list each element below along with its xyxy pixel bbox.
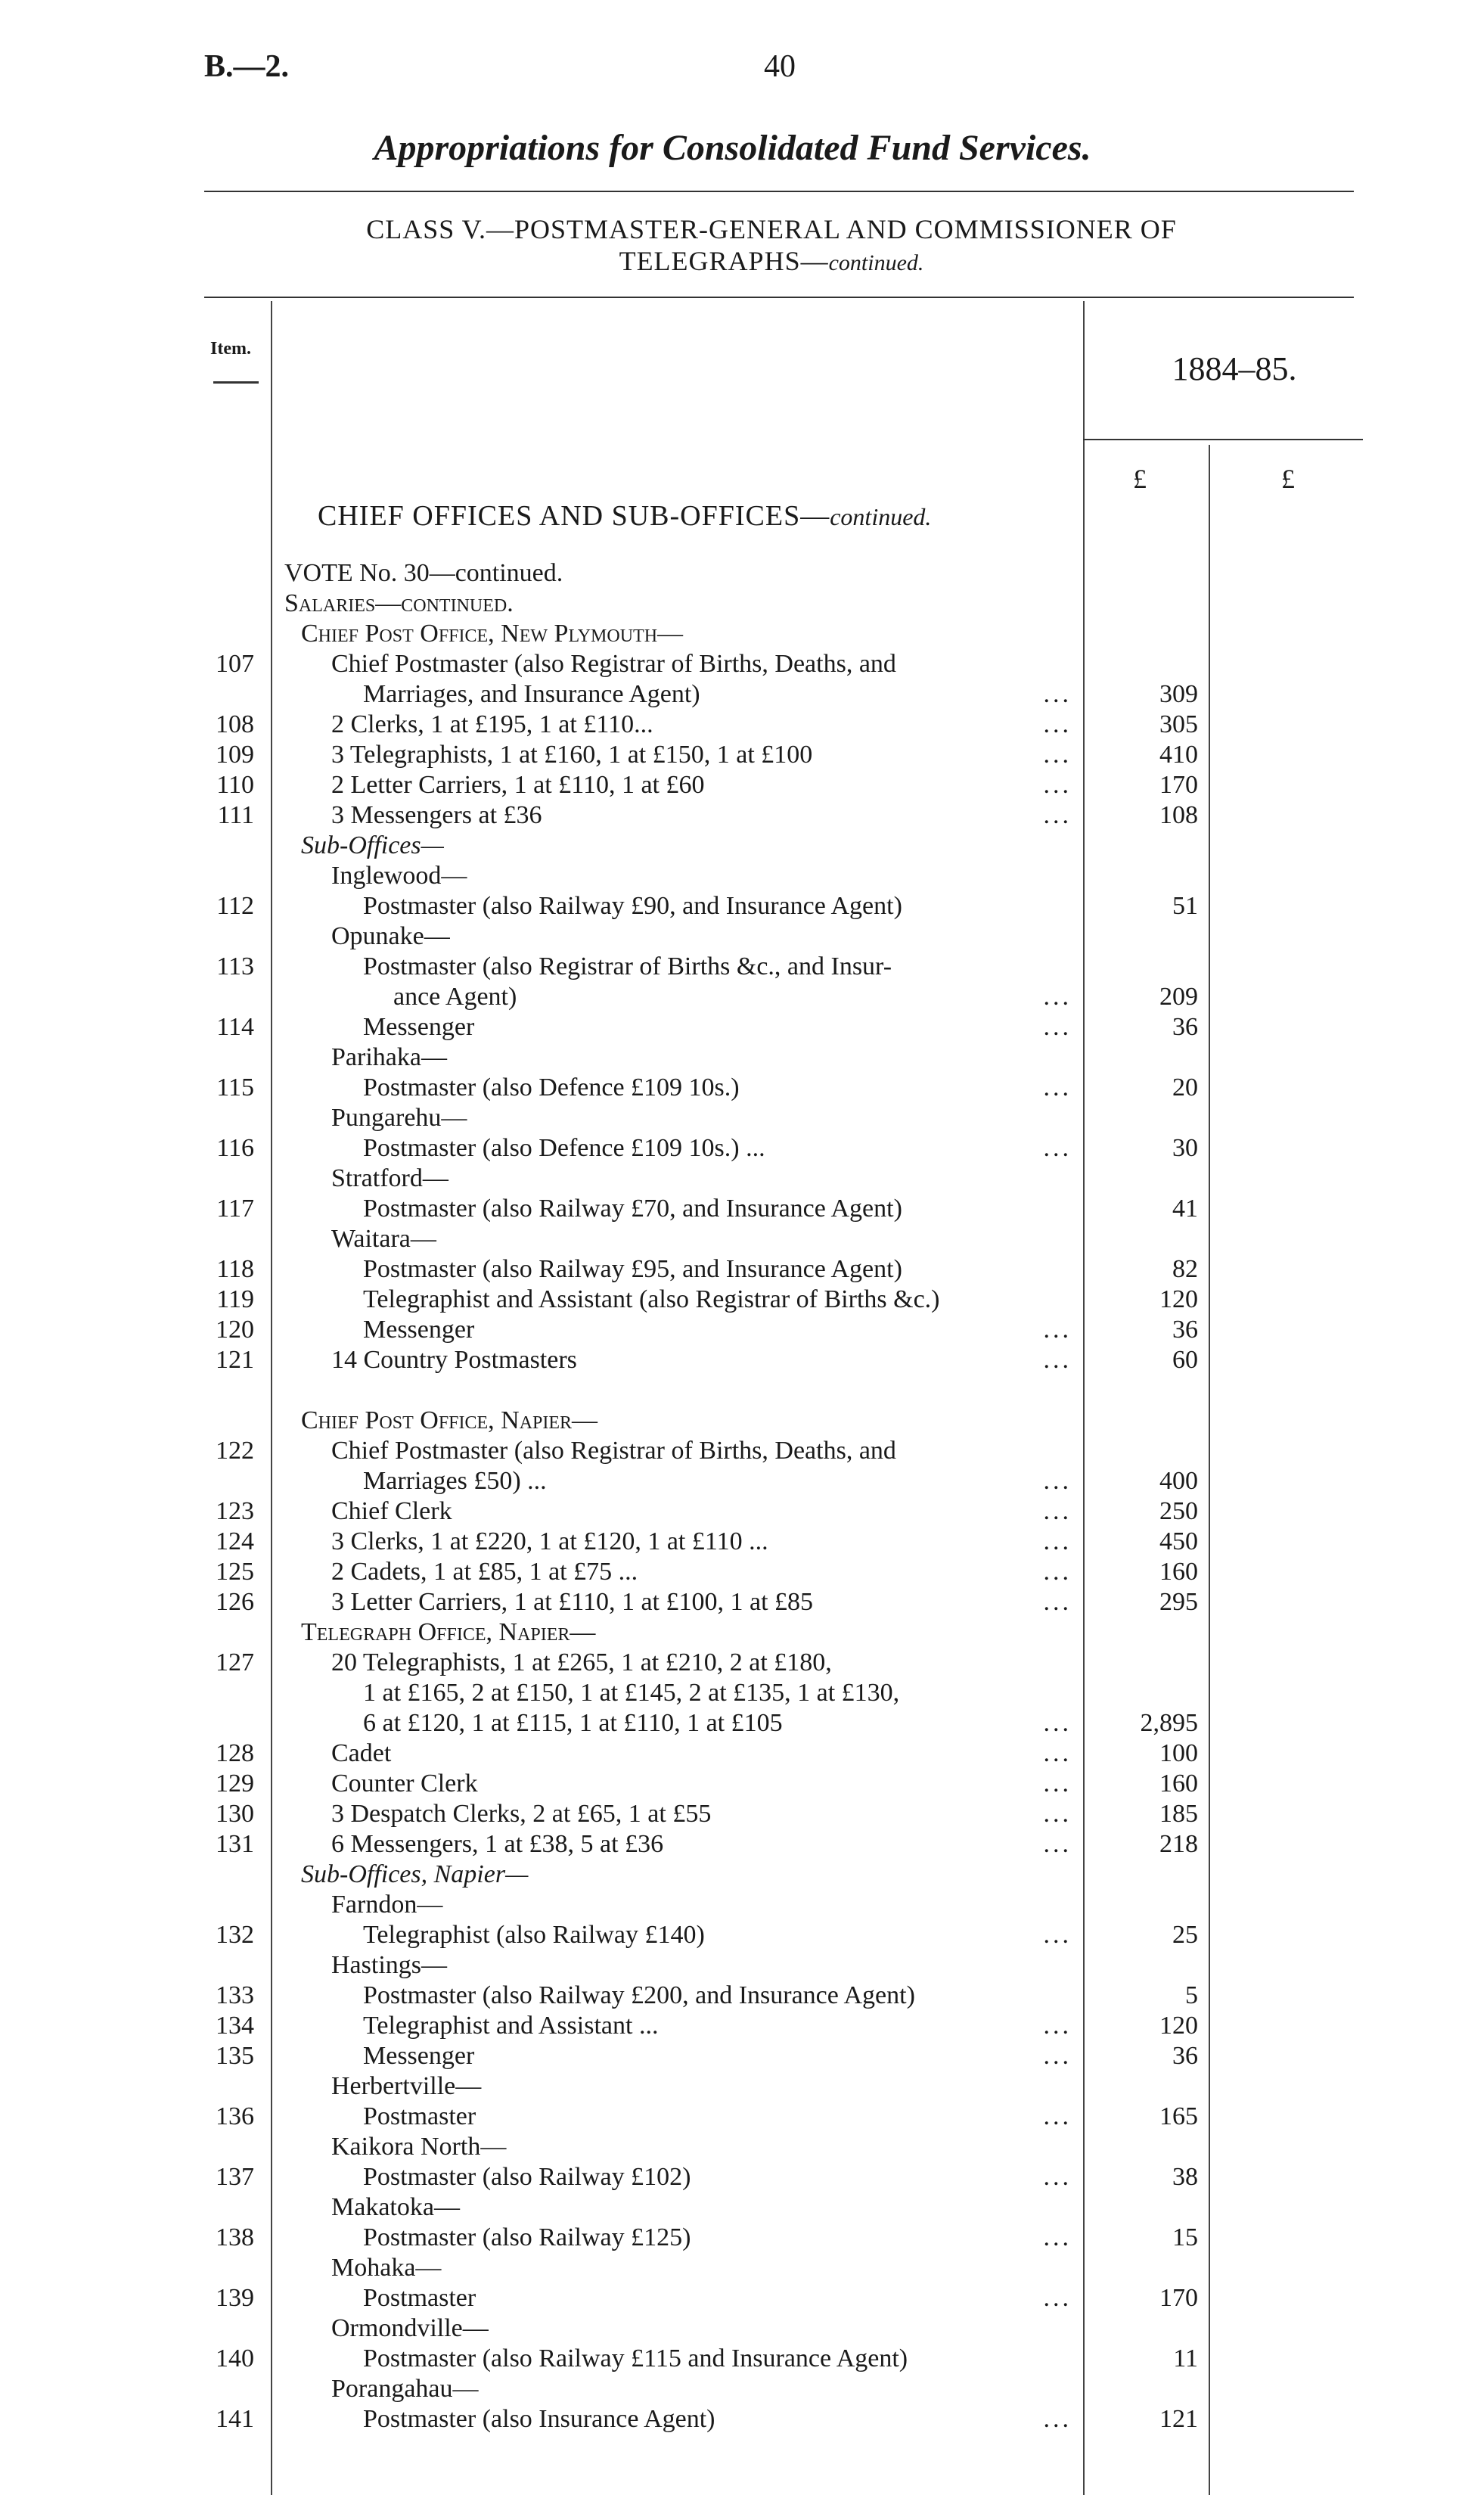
item-description: Postmaster (also Registrar of Births &c., and Insur- <box>363 952 892 980</box>
item-amount: 450 <box>1159 1527 1198 1555</box>
item-amount: 51 <box>1172 892 1198 920</box>
table-row <box>0 1436 1465 1466</box>
leader-dots: ... <box>1043 2102 1072 2130</box>
item-description: Telegraphist and Assistant ... <box>363 2012 659 2040</box>
item-description: 2 Clerks, 1 at £195, 1 at £110... <box>331 710 653 738</box>
item-description: Postmaster (also Railway £70, and Insurance Agent) <box>363 1195 902 1223</box>
table-row <box>0 1769 1465 1799</box>
item-description: 3 Telegraphists, 1 at £160, 1 at £150, 1 at £100 <box>331 741 813 769</box>
item-description: Cadet <box>331 1739 392 1767</box>
item-amount: 170 <box>1159 771 1198 799</box>
item-number: 124 <box>216 1527 254 1555</box>
table-row <box>0 1920 1465 1950</box>
table-row <box>0 649 1465 679</box>
item-description: 14 Country Postmasters <box>331 1346 577 1374</box>
table-row <box>0 1587 1465 1617</box>
item-amount: 295 <box>1159 1588 1198 1616</box>
item-number: 130 <box>216 1800 254 1828</box>
item-description: Kaikora North— <box>331 2133 507 2161</box>
item-number: 114 <box>216 1013 254 1041</box>
item-description: Postmaster <box>363 2284 476 2312</box>
item-number: 123 <box>216 1497 254 1525</box>
table-row <box>0 2223 1465 2253</box>
item-amount: 36 <box>1172 1013 1198 1041</box>
leader-dots: ... <box>1043 1074 1072 1102</box>
item-description: Postmaster (also Railway £200, and Insurance Agent) <box>363 1981 915 2009</box>
leader-dots: ... <box>1043 1013 1072 1041</box>
table-row <box>0 1012 1465 1042</box>
table-row <box>0 1285 1465 1315</box>
item-description: Chief Clerk <box>331 1497 452 1525</box>
leader-dots: ... <box>1043 1739 1072 1767</box>
item-number: 131 <box>216 1830 254 1858</box>
item-amount: 410 <box>1159 741 1198 769</box>
item-amount: 218 <box>1159 1830 1198 1858</box>
table-row <box>0 1890 1465 1920</box>
table-row <box>0 1829 1465 1860</box>
table-row <box>0 1406 1465 1436</box>
item-description: Chief Postmaster (also Registrar of Births, Deaths, and <box>331 1437 896 1465</box>
table-row <box>0 2162 1465 2192</box>
item-number: 116 <box>216 1134 254 1162</box>
table-row <box>0 1739 1465 1769</box>
item-description: 20 Telegraphists, 1 at £265, 1 at £210, 2 at £180, <box>331 1648 832 1676</box>
leader-dots: ... <box>1043 2405 1072 2433</box>
table-row <box>0 1678 1465 1708</box>
table-row <box>0 2041 1465 2071</box>
leader-dots: ... <box>1043 1921 1072 1949</box>
item-description: 3 Messengers at £36 <box>331 801 542 829</box>
leader-dots: ... <box>1043 1770 1072 1798</box>
class-heading-line2: TELEGRAPHS—continued. <box>619 246 924 276</box>
item-amount: 108 <box>1159 801 1198 829</box>
item-amount: 160 <box>1159 1770 1198 1798</box>
leader-dots: ... <box>1043 1588 1072 1616</box>
item-description: Telegraph Office, Napier— <box>301 1618 596 1646</box>
table-row <box>0 2132 1465 2162</box>
item-number: 139 <box>216 2284 254 2312</box>
table-row <box>0 2313 1465 2344</box>
item-amount: 121 <box>1159 2405 1198 2433</box>
table-row <box>0 1224 1465 1254</box>
item-number: 137 <box>216 2163 254 2191</box>
item-description: Mohaka— <box>331 2254 442 2282</box>
leader-dots: ... <box>1043 1558 1072 1586</box>
item-description: Postmaster (also Insurance Agent) <box>363 2405 715 2433</box>
table-row <box>0 1042 1465 1073</box>
item-number: 134 <box>216 2012 254 2040</box>
item-description: Pungarehu— <box>331 1104 467 1132</box>
table-row <box>0 1466 1465 1496</box>
leader-dots: ... <box>1043 983 1072 1011</box>
item-number: 107 <box>216 650 254 678</box>
item-number: 138 <box>216 2223 254 2251</box>
leader-dots: ... <box>1043 1800 1072 1828</box>
item-description: Marriages £50) ... <box>363 1467 547 1495</box>
table-row <box>0 679 1465 710</box>
table-row <box>0 1617 1465 1648</box>
table-row <box>0 1103 1465 1133</box>
leader-dots: ... <box>1043 1316 1072 1344</box>
item-description: VOTE No. 30—continued. <box>284 559 563 587</box>
item-description: Postmaster (also Railway £90, and Insurance Agent) <box>363 892 902 920</box>
item-description: Messenger <box>363 2042 475 2070</box>
table-row <box>0 921 1465 952</box>
table-row <box>0 770 1465 800</box>
page-title: Appropriations for Consolidated Fund Services. <box>374 128 1091 168</box>
table-row <box>0 2344 1465 2374</box>
item-number: 113 <box>216 952 254 980</box>
item-amount: 20 <box>1172 1074 1198 1102</box>
item-description: Stratford— <box>331 1164 449 1192</box>
table-row <box>0 2192 1465 2223</box>
leader-dots: ... <box>1043 2012 1072 2040</box>
table-row <box>0 982 1465 1012</box>
leader-dots: ... <box>1043 2163 1072 2191</box>
item-description: Postmaster (also Railway £95, and Insurance Agent) <box>363 1255 902 1283</box>
item-description: 6 Messengers, 1 at £38, 5 at £36 <box>331 1830 664 1858</box>
leader-dots: ... <box>1043 1709 1072 1737</box>
item-description: Postmaster (also Defence £109 10s.) <box>363 1074 740 1102</box>
item-number: 112 <box>216 892 254 920</box>
item-description: Messenger <box>363 1013 475 1041</box>
table-row <box>0 1648 1465 1678</box>
leader-dots: ... <box>1043 741 1072 769</box>
item-description: Marriages, and Insurance Agent) <box>363 680 700 708</box>
item-amount: 60 <box>1172 1346 1198 1374</box>
table-row <box>0 2071 1465 2102</box>
item-description: Postmaster (also Railway £102) <box>363 2163 691 2191</box>
item-description: ance Agent) <box>393 983 517 1011</box>
table-row <box>0 952 1465 982</box>
pound-symbol-column2: £ <box>1281 464 1295 494</box>
leader-dots: ... <box>1043 1467 1072 1495</box>
table-row <box>0 1860 1465 1890</box>
item-description: Telegraphist (also Railway £140) <box>363 1921 705 1949</box>
table-row <box>0 831 1465 861</box>
leader-dots: ... <box>1043 1134 1072 1162</box>
item-number: 110 <box>216 771 254 799</box>
item-number: 132 <box>216 1921 254 1949</box>
leader-dots: ... <box>1043 2284 1072 2312</box>
item-description: Postmaster (also Railway £125) <box>363 2223 691 2251</box>
item-number: 133 <box>216 1981 254 2009</box>
table-row <box>0 2102 1465 2132</box>
document-reference: B.—2. <box>204 49 290 84</box>
item-description: 3 Despatch Clerks, 2 at £65, 1 at £55 <box>331 1800 712 1828</box>
item-number: 115 <box>216 1074 254 1102</box>
item-amount: 11 <box>1173 2344 1198 2372</box>
item-number: 118 <box>216 1255 254 1283</box>
table-row <box>0 2404 1465 2435</box>
item-amount: 15 <box>1172 2223 1198 2251</box>
item-description: 1 at £165, 2 at £150, 1 at £145, 2 at £135, 1 at £130, <box>363 1679 900 1707</box>
leader-dots: ... <box>1043 801 1072 829</box>
item-number: 122 <box>216 1437 254 1465</box>
table-row <box>0 1345 1465 1375</box>
item-number: 119 <box>216 1285 254 1313</box>
item-column-header: Item. <box>210 339 251 359</box>
table-row <box>0 891 1465 921</box>
table-row <box>0 1194 1465 1224</box>
item-number: 128 <box>216 1739 254 1767</box>
item-number: 136 <box>216 2102 254 2130</box>
item-description: Opunake— <box>331 922 450 950</box>
item-description: Postmaster (also Railway £115 and Insurance Agent) <box>363 2344 908 2372</box>
leader-dots: ... <box>1043 771 1072 799</box>
item-amount: 82 <box>1172 1255 1198 1283</box>
item-description: Ormondville— <box>331 2314 489 2342</box>
leader-dots: ... <box>1043 680 1072 708</box>
table-row <box>0 1981 1465 2011</box>
item-number: 108 <box>216 710 254 738</box>
item-amount: 2,895 <box>1140 1709 1198 1737</box>
table-row <box>0 2011 1465 2041</box>
item-amount: 100 <box>1159 1739 1198 1767</box>
page-number: 40 <box>764 49 796 84</box>
item-description: Sub-Offices, Napier— <box>301 1860 529 1888</box>
table-row <box>0 619 1465 649</box>
class-heading-line1: CLASS V.—POSTMASTER-GENERAL AND COMMISSIONER OF <box>366 214 1177 244</box>
item-number: 125 <box>216 1558 254 1586</box>
item-number: 121 <box>216 1346 254 1374</box>
item-amount: 305 <box>1159 710 1198 738</box>
table-row <box>0 1950 1465 1981</box>
leader-dots: ... <box>1043 1527 1072 1555</box>
table-row <box>0 2253 1465 2283</box>
item-description: 2 Letter Carriers, 1 at £110, 1 at £60 <box>331 771 705 799</box>
item-number: 126 <box>216 1588 254 1616</box>
item-amount: 160 <box>1159 1558 1198 1586</box>
item-amount: 250 <box>1159 1497 1198 1525</box>
item-description: 2 Cadets, 1 at £85, 1 at £75 ... <box>331 1558 638 1586</box>
item-description: 3 Clerks, 1 at £220, 1 at £120, 1 at £110 ... <box>331 1527 768 1555</box>
section-title: CHIEF OFFICES AND SUB-OFFICES—continued. <box>318 500 932 532</box>
table-row <box>0 2374 1465 2404</box>
table-row <box>0 1254 1465 1285</box>
item-description: 3 Letter Carriers, 1 at £110, 1 at £100, 1 at £85 <box>331 1588 814 1616</box>
item-description: Salaries—continued. <box>284 589 514 617</box>
item-description: Farndon— <box>331 1891 443 1919</box>
table-row <box>0 1527 1465 1557</box>
table-row <box>0 1708 1465 1739</box>
table-row <box>0 1133 1465 1164</box>
item-description: Chief Post Office, New Plymouth— <box>301 620 684 648</box>
item-description: Postmaster <box>363 2102 476 2130</box>
item-amount: 120 <box>1159 1285 1198 1313</box>
table-row <box>0 1164 1465 1194</box>
item-description: Postmaster (also Defence £109 10s.) ... <box>363 1134 765 1162</box>
item-amount: 165 <box>1159 2102 1198 2130</box>
item-description: Makatoka— <box>331 2193 460 2221</box>
item-description: Parihaka— <box>331 1043 447 1071</box>
item-description: Waitara— <box>331 1225 436 1253</box>
table-row <box>0 740 1465 770</box>
leader-dots: ... <box>1043 2042 1072 2070</box>
item-amount: 120 <box>1159 2012 1198 2040</box>
item-number: 127 <box>216 1648 254 1676</box>
item-amount: 170 <box>1159 2284 1198 2312</box>
table-row <box>0 710 1465 740</box>
item-number: 111 <box>217 801 254 829</box>
item-number: 129 <box>216 1770 254 1798</box>
item-amount: 185 <box>1159 1800 1198 1828</box>
item-amount: 400 <box>1159 1467 1198 1495</box>
item-number: 135 <box>216 2042 254 2070</box>
item-description: Chief Postmaster (also Registrar of Births, Deaths, and <box>331 650 896 678</box>
leader-dots: ... <box>1043 2223 1072 2251</box>
leader-dots: ... <box>1043 1346 1072 1374</box>
table-row <box>0 589 1465 619</box>
item-description: Hastings— <box>331 1951 447 1979</box>
item-amount: 25 <box>1172 1921 1198 1949</box>
leader-dots: ... <box>1043 1830 1072 1858</box>
item-description: Telegraphist and Assistant (also Registrar of Births &c.) <box>363 1285 940 1313</box>
table-row <box>0 861 1465 891</box>
item-description: Sub-Offices— <box>301 831 444 859</box>
item-amount: 309 <box>1159 680 1198 708</box>
table-row <box>0 2283 1465 2313</box>
item-number: 141 <box>216 2405 254 2433</box>
item-description: 6 at £120, 1 at £115, 1 at £110, 1 at £105 <box>363 1709 783 1737</box>
item-amount: 5 <box>1185 1981 1198 2009</box>
item-description: Counter Clerk <box>331 1770 478 1798</box>
item-description: Porangahau— <box>331 2375 479 2403</box>
item-amount: 38 <box>1172 2163 1198 2191</box>
item-amount: 36 <box>1172 2042 1198 2070</box>
item-number: 117 <box>216 1195 254 1223</box>
table-row <box>0 1496 1465 1527</box>
item-amount: 41 <box>1172 1195 1198 1223</box>
item-number: 120 <box>216 1316 254 1344</box>
table-row <box>0 800 1465 831</box>
item-number: 140 <box>216 2344 254 2372</box>
item-amount: 30 <box>1172 1134 1198 1162</box>
item-amount: 36 <box>1172 1316 1198 1344</box>
item-description: Chief Post Office, Napier— <box>301 1406 598 1434</box>
item-number: 109 <box>216 741 254 769</box>
table-row <box>0 558 1465 589</box>
leader-dots: ... <box>1043 710 1072 738</box>
table-row <box>0 1799 1465 1829</box>
pound-symbol-column1: £ <box>1133 464 1147 494</box>
leader-dots: ... <box>1043 1497 1072 1525</box>
table-row <box>0 1315 1465 1345</box>
table-row <box>0 1557 1465 1587</box>
item-description: Messenger <box>363 1316 475 1344</box>
item-description: Inglewood— <box>331 862 467 890</box>
item-description: Herbertville— <box>331 2072 482 2100</box>
item-amount: 209 <box>1159 983 1198 1011</box>
table-row <box>0 1073 1465 1103</box>
year-header: 1884–85. <box>1172 350 1297 387</box>
